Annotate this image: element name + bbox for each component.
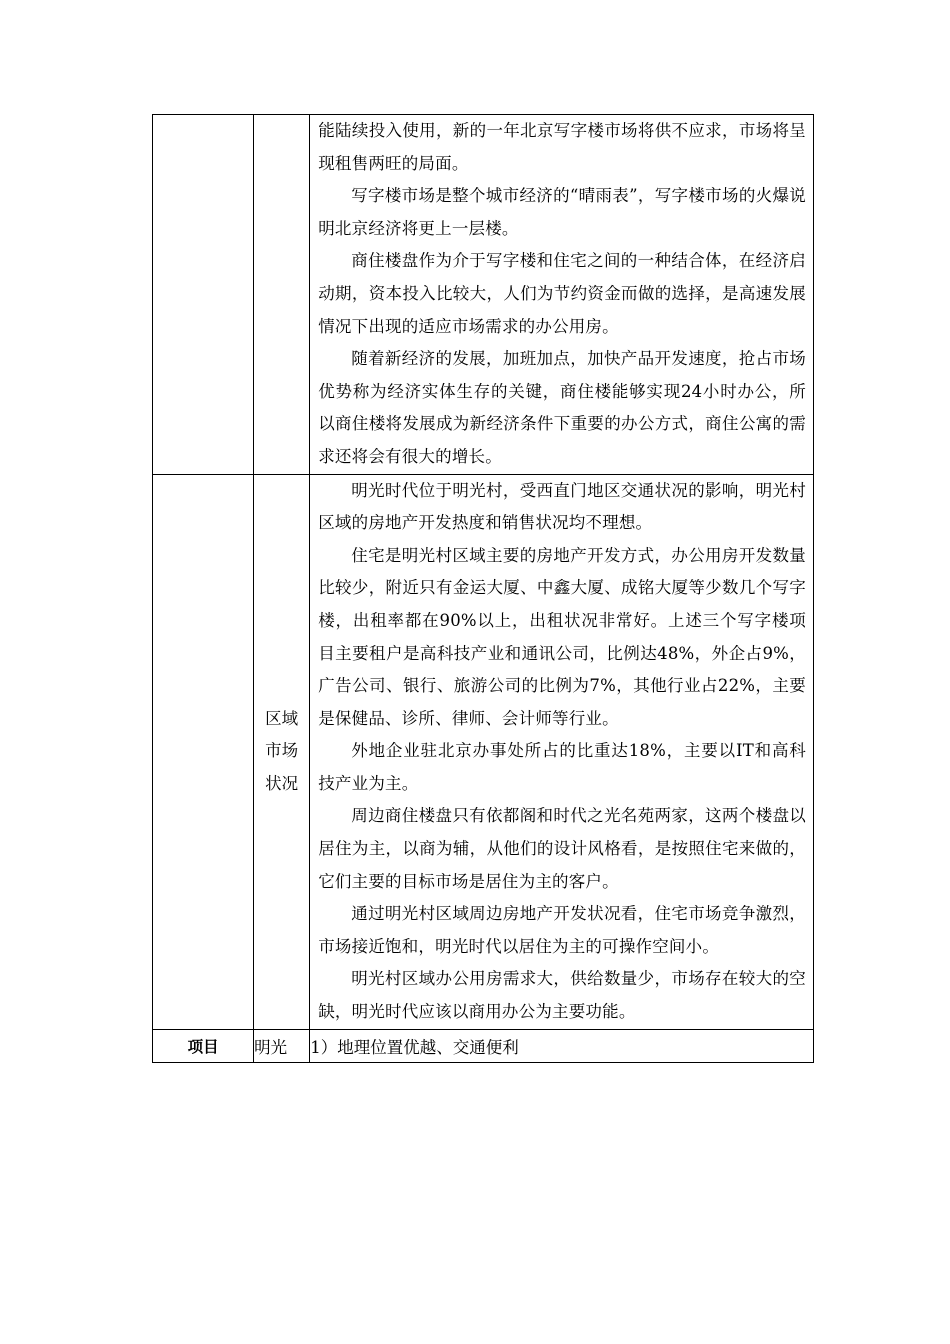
- subcategory-cell: [254, 115, 310, 475]
- content-cell: [310, 474, 814, 1029]
- table-row: [153, 115, 814, 475]
- paragraph: 能陆续投入使用，新的一年北京写字楼市场将供不应求，市场将呈现租售两旺的局面。: [318, 121, 806, 173]
- paragraph: 通过明光村区域周边房地产开发状况看，住宅市场竞争激烈，市场接近饱和，明光时代以居住为主的可操作空间小。: [318, 904, 806, 956]
- table-row: [153, 474, 814, 1029]
- table-row: [153, 1029, 814, 1062]
- subcategory-label: 明光: [254, 1029, 310, 1062]
- paragraph: 随着新经济的发展，加班加点，加快产品开发速度，抢占市场优势称为经济实体生存的关键，商住楼能够实现24小时办公，所以商住楼将发展成为新经济条件下重要的办公方式，商住公寓的需求还将会有很大的增长。: [318, 349, 806, 466]
- paragraph: 周边商住楼盘只有依都阁和时代之光名苑两家，这两个楼盘以居住为主，以商为辅，从他们的设计风格看，是按照住宅来做的，它们主要的目标市场是居住为主的客户。: [318, 806, 806, 891]
- category-cell: [153, 115, 254, 475]
- content-cell: [310, 115, 814, 475]
- content-table: [152, 114, 814, 1063]
- list-item: 1）地理位置优越、交通便利: [310, 1029, 814, 1062]
- project-header: 项目: [153, 1029, 254, 1062]
- paragraph: 住宅是明光村区域主要的房地产开发方式，办公用房开发数量比较少，附近只有金运大厦、中鑫大厦、成铭大厦等少数几个写字楼，出租率都在90%以上，出租状况非常好。上述三个写字楼项目主要租户是高科技产业和通讯公司，比例达48%，外企占9%，广告公司、银行、旅游公司的比例为7%，其他行业占22%，主要是保健品、诊所、律师、会计师等行业。: [318, 545, 806, 728]
- region-market-label: 区域市场状况: [265, 708, 299, 793]
- paragraph: 外地企业驻北京办事处所占的比重达18%，主要以IT和高科技产业为主。: [318, 741, 806, 793]
- paragraph: 明光时代位于明光村，受西直门地区交通状况的影响，明光村区域的房地产开发热度和销售状况均不理想。: [318, 480, 806, 533]
- paragraph: 明光村区域办公用房需求大，供给数量少，市场存在较大的空缺，明光时代应该以商用办公为主要功能。: [318, 969, 806, 1022]
- paragraph: 商住楼盘作为介于写字楼和住宅之间的一种结合体，在经济启动期，资本投入比较大，人们为节约资金而做的选择，是高速发展情况下出现的适应市场需求的办公用房。: [318, 251, 806, 336]
- category-cell: [153, 474, 254, 1029]
- paragraph: 写字楼市场是整个城市经济的“晴雨表”，写字楼市场的火爆说明北京经济将更上一层楼。: [318, 186, 806, 238]
- subcategory-cell: [254, 474, 310, 1029]
